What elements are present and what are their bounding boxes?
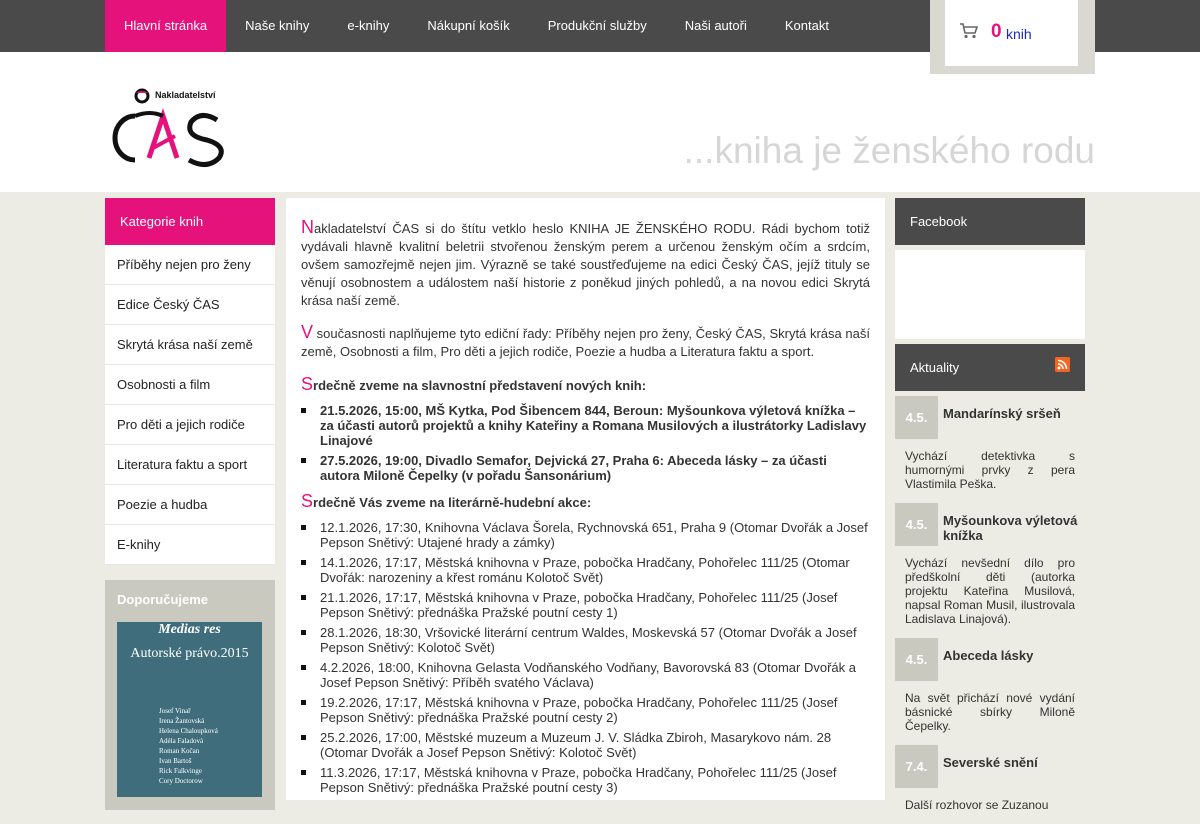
cart-widget[interactable] — [945, 0, 1078, 66]
list-item: 19.2.2026, 17:17, Městská knihovna v Praze, pobočka Hradčany, Pohořelec 111/25 (Josef Pepson Snětivý: přednáška Pražské poutní cesty 2) — [301, 695, 870, 725]
drop-cap: S — [301, 491, 314, 511]
list-item: 11.3.2026, 17:17, Městská knihovna v Praze, pobočka Hradčany, Pohořelec 111/25 (Josef Pepson Snětivý: přednáška Pražské poutní cesty 3) — [301, 765, 870, 795]
nav-contact[interactable]: Kontakt — [784, 18, 829, 33]
news-item — [895, 503, 1085, 638]
drop-cap: S — [301, 374, 314, 394]
news-date: 4.5. — [895, 396, 938, 439]
news-date: 7.4. — [895, 745, 938, 788]
slogan: ...kniha je ženského rodu — [683, 130, 1095, 171]
news-text: Vychází nevšední dílo pro předškolní děti (autorka projektu Kateřina Musilová, napsal Roman Musil, ilustrovala Ladislava Linajová). — [905, 556, 1075, 626]
logo-publisher-text: Nakladatelství — [155, 90, 216, 100]
book-cover-title: Autorské právo.2015 — [130, 646, 249, 661]
publisher-logo[interactable] — [105, 88, 230, 174]
drop-cap: N — [301, 217, 314, 237]
presentations-heading: Srdečně zveme na slavnostní představení nových knih: — [301, 374, 647, 394]
presentations-list — [301, 403, 870, 483]
news-title[interactable]: Severské snění — [943, 755, 1038, 770]
events-list — [301, 520, 870, 795]
recommended-book-cover[interactable] — [117, 622, 262, 797]
category-kids-parents[interactable]: Pro děti a jejich rodiče — [105, 405, 275, 445]
news-date: 4.5. — [895, 503, 938, 546]
list-item: 27.5.2026, 19:00, Divadlo Semafor, Dejvická 27, Praha 6: Abeceda lásky – za účasti autora Miloně Čepelky (v pořadu Šansonárium) — [301, 453, 870, 483]
news-title[interactable]: Myšounkova výletová knížka — [943, 513, 1078, 543]
news-title[interactable]: Mandarínský sršeň — [943, 406, 1061, 421]
news-item — [895, 638, 1085, 745]
nav-production-services[interactable]: Produkční služby — [547, 18, 647, 33]
book-cover-authors: Josef Vinař Irena Žantovská Helena Chaloupková Adéla Faladová Roman Kočan Ivan Bartoš Rick Falkvinge Cory Doctorow — [159, 707, 218, 785]
cart-count: 0 — [991, 21, 1002, 42]
nav-home[interactable]: Hlavní stránka — [105, 0, 226, 74]
facebook-widget — [895, 250, 1085, 339]
category-hidden-beauty[interactable]: Skrytá krása naší země — [105, 325, 275, 365]
list-item: 4.2.2026, 18:00, Knihovna Gelasta Vodňanského Vodňany, Bavorovská 83 (Otomar Dvořák a Josef Pepson Snětivý: Příběh svatého Václava) — [301, 660, 870, 690]
news-item — [895, 745, 1085, 824]
nav-cart[interactable]: Nákupní košík — [427, 18, 510, 33]
facebook-heading: Facebook — [895, 198, 1085, 245]
nav-authors[interactable]: Naši autoři — [684, 18, 747, 33]
right-sidebar — [895, 198, 1085, 824]
categories-heading: Kategorie knih — [105, 198, 275, 245]
news-text: Na svět přichází nové vydání básnické sbírky Miloně Čepelky. — [905, 691, 1075, 733]
news-title[interactable]: Abeceda lásky — [943, 648, 1034, 663]
left-sidebar — [105, 198, 275, 810]
book-cover-series: Medias res — [158, 622, 221, 637]
recommended-heading: Doporučujeme — [117, 592, 209, 607]
categories-list — [105, 245, 275, 565]
events-heading: Srdečně Vás zveme na literárně-hudební akce: — [301, 491, 592, 511]
news-text: Další rozhovor se Zuzanou — [905, 798, 1049, 812]
nav-ebooks[interactable]: e-knihy — [347, 18, 390, 33]
list-item: 21.1.2026, 17:17, Městská knihovna v Praze, pobočka Hradčany, Pohořelec 111/25 (Josef Pepson Snětivý: přednáška Pražské poutní cesty 1) — [301, 590, 870, 620]
news-item — [895, 396, 1085, 503]
category-poetry-music[interactable]: Poezie a hudba — [105, 485, 275, 525]
news-text: Vychází detektivka s humornými prvky z pera Vlastimila Peška. — [905, 449, 1075, 491]
category-ebooks[interactable]: E-knihy — [105, 525, 275, 565]
news-date: 4.5. — [895, 638, 938, 681]
main-content — [286, 198, 885, 800]
list-item: 25.2.2026, 17:00, Městské muzeum a Muzeum J. V. Sládka Zbiroh, Masarykovo nám. 28 (Otomar Dvořák a Josef Pepson Snětivý: Kolotoč Svět) — [301, 730, 870, 760]
category-cesky-cas[interactable]: Edice Český ČAS — [105, 285, 275, 325]
drop-cap: V — [301, 322, 314, 342]
cart-label: knih — [1006, 26, 1032, 42]
series-paragraph: V současnosti naplňujeme tyto ediční řady: Příběhy nejen pro ženy, Český ČAS, Skrytá krása naší země, Osobnosti a film, Pro děti a jejich rodiče, Poezie a hudba a Literatura faktu a sport. — [301, 322, 870, 359]
news-heading: Aktuality — [895, 344, 1085, 391]
rss-icon[interactable] — [1055, 357, 1070, 372]
main-nav — [105, 0, 848, 52]
shopping-cart-icon — [959, 22, 979, 40]
news-list — [895, 396, 1085, 824]
category-nonfiction-sport[interactable]: Literatura faktu a sport — [105, 445, 275, 485]
list-item: 12.1.2026, 17:30, Knihovna Václava Šorela, Rychnovská 651, Praha 9 (Otomar Dvořák a Josef Pepson Snětivý: Utajené hrady a zámky) — [301, 520, 870, 550]
intro-paragraph: Nakladatelství ČAS si do štítu vetklo heslo KNIHA JE ŽENSKÉHO RODU. Rádi bychom totiž vydávali hlavně kvalitní beletrii stvořenou ženským perem a určenou ženským očím a srdcím, ovšem samozřejmě nejen jim. Výrazně se také soustřeďujeme na edici Český ČAS, jejíž tituly se věnují osobnostem a událostem naší historie z poněkud jiných pohledů, a na novou edici Skrytá krása naší země. — [301, 217, 870, 308]
list-item: 14.1.2026, 17:17, Městská knihovna v Praze, pobočka Hradčany, Pohořelec 111/25 (Otomar Dvořák: narozeniny a křest románu Kolotoč Svět) — [301, 555, 870, 585]
list-item: 21.5.2026, 15:00, MŠ Kytka, Pod Šibencem 844, Beroun: Myšounkova výletová knížka – za účasti autorů projektů a knihy Kateřiny a Romana Musilových a ilustrátorky Ladislavy Linajové — [301, 403, 870, 448]
list-item: 28.1.2026, 18:30, Vršovické literární centrum Waldes, Moskevská 57 (Otomar Dvořák a Josef Pepson Snětivý: Kolotoč Svět) — [301, 625, 870, 655]
recommended-box — [105, 580, 275, 810]
category-personalities-film[interactable]: Osobnosti a film — [105, 365, 275, 405]
nav-our-books[interactable]: Naše knihy — [245, 18, 310, 33]
category-stories-for-women[interactable]: Příběhy nejen pro ženy — [105, 245, 275, 285]
